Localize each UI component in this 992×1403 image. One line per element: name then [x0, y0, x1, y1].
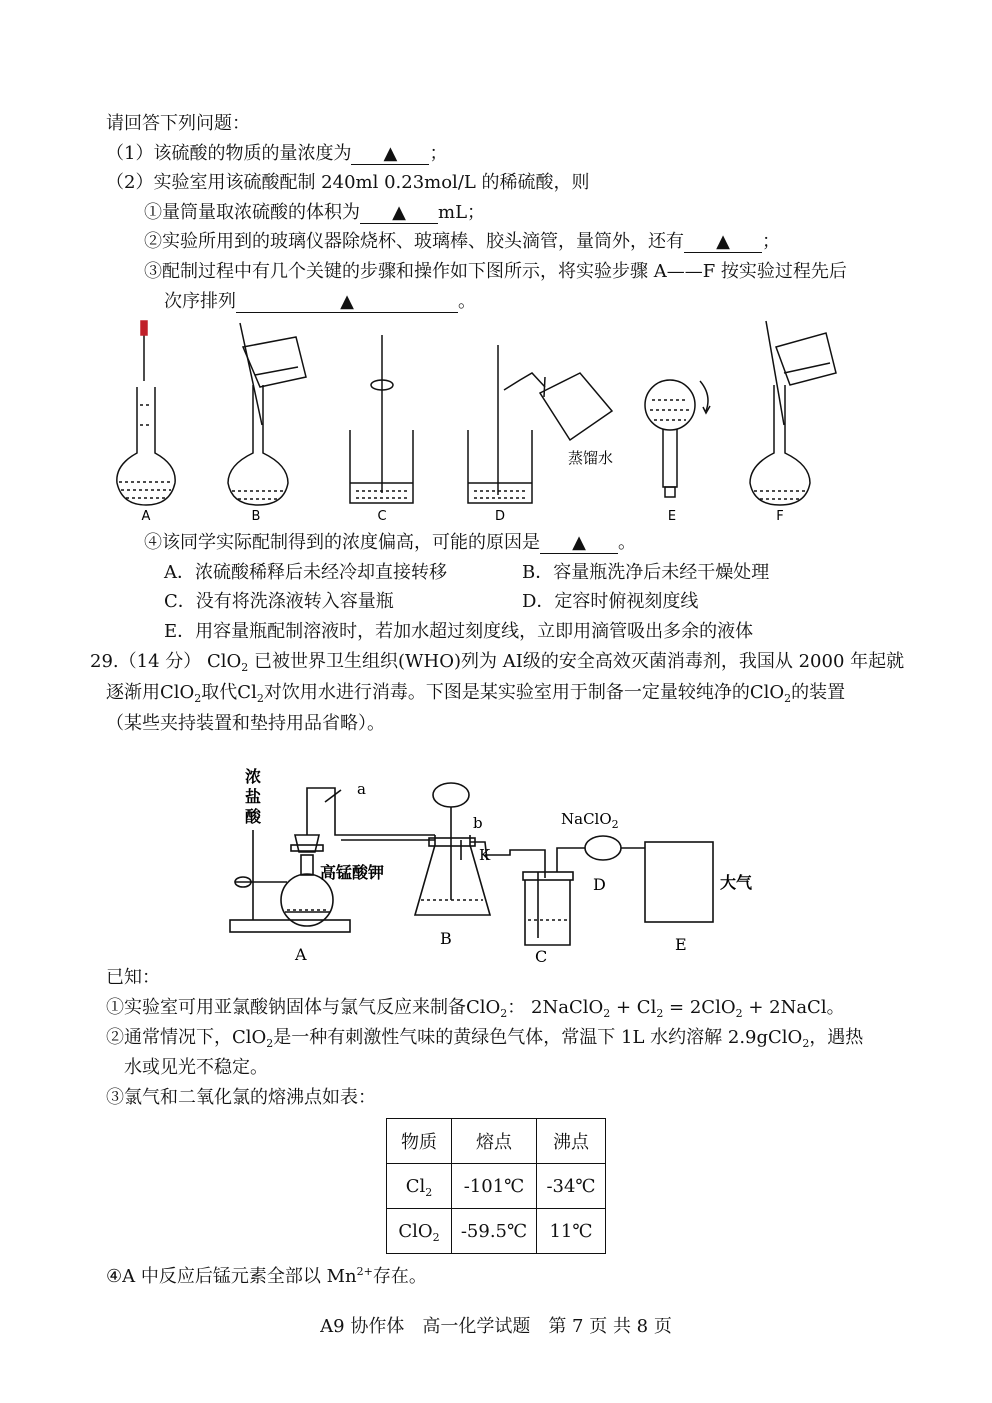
melting-boiling-table [386, 1118, 606, 1254]
table-row [387, 1164, 606, 1209]
q2-s4-answer-blank[interactable] [540, 533, 618, 554]
option-c[interactable]: C．没有将洗涤液转入容量瓶 [164, 591, 394, 612]
q29-line3: （某些夹持装置和垫持用品省略）。 [106, 713, 385, 734]
known-2: ②通常情况下，ClO$_2$是一种有刺激性气味的黄绿色气体，常温下 1L 水约溶解 2.9gClO$_2$，遇热 [106, 1027, 864, 1050]
apparatus-d [585, 836, 645, 860]
apparatus-label-d: D [593, 875, 606, 894]
step-label-c: C [377, 509, 387, 524]
q1-prefix: （1）该硫酸的物质的量浓度为 [106, 143, 352, 164]
intro-line: 请回答下列问题： [106, 113, 250, 134]
table-row [387, 1209, 606, 1254]
step-d-beaker-wash-bottle [468, 345, 612, 503]
q2-s1-line [144, 201, 485, 225]
known-4: ④A 中反应后锰元素全部以 $Mn^{2+}$存在。 [106, 1265, 427, 1287]
acid-label-3: 酸 [245, 807, 262, 826]
triangle-mark-icon: ▲ [392, 202, 406, 223]
clo2-apparatus-figure [225, 760, 765, 970]
table-cell-boiling: -34℃ [537, 1164, 606, 1209]
table-header-row [387, 1119, 606, 1164]
q2-s4-suffix: 。 [618, 532, 636, 553]
apparatus-label-a: A [295, 945, 307, 964]
step-e-flask-inverting [645, 380, 710, 497]
apparatus-label-c: C [535, 947, 548, 966]
option-e[interactable]: E．用容量瓶配制溶液时，若加水超过刻度线，立即用滴管吸出多余的液体 [164, 621, 754, 642]
q2-s3-prefix: 次序排列 [164, 291, 236, 312]
known-1: ①实验室可用亚氯酸钠固体与氯气反应来制备ClO$_2$： 2NaClO$_2$ + $Cl_2 = 2ClO_2$ + 2NaCl。 [106, 997, 845, 1020]
funnel-label-b: b [473, 814, 483, 832]
q29-line1: 29.（14 分） ClO$_2$ 已被世界卫生组织(WHO)列为 AI级的安全高效灭菌消毒剂，我国从 2000 年起就 [90, 651, 905, 674]
table-cell-substance: ClO$_2$ [387, 1209, 452, 1254]
table-cell-melting: -59.5℃ [452, 1209, 537, 1254]
q2-s2-line [144, 230, 780, 254]
apparatus-c [523, 860, 573, 945]
known-3: ③氯气和二氧化氯的熔沸点如表： [106, 1087, 376, 1108]
option-a[interactable]: A．浓硫酸稀释后未经冷却直接转移 [164, 562, 447, 583]
step-b-flask-pouring [228, 323, 306, 505]
valve-label-k: K [479, 846, 491, 864]
solution-steps-figure [100, 315, 860, 530]
step-c-beaker-stirring [350, 335, 413, 503]
q1-line [106, 142, 447, 166]
triangle-mark-icon: ▲ [572, 532, 586, 553]
q2-s3-answer-blank[interactable] [236, 292, 458, 313]
apparatus-label-b: B [440, 929, 452, 948]
q29-line2: 逐渐用ClO$_2$取代$Cl_2$对饮用水进行消毒。下图是某实验室用于制备一定量较纯净的ClO$_2$的装置 [106, 682, 846, 705]
table-cell-substance: $Cl_2$ [387, 1164, 452, 1209]
acid-label-2: 盐 [245, 787, 262, 806]
table-header: 沸点 [537, 1119, 606, 1164]
known-title: 已知： [106, 967, 160, 988]
apparatus-label-e: E [675, 935, 687, 954]
step-f-flask-pouring [750, 321, 836, 505]
q2-s1-prefix: ①量筒量取浓硫酸的体积为 [144, 202, 360, 223]
q2-s2-answer-blank[interactable] [684, 232, 762, 253]
q1-suffix: ； [429, 143, 448, 164]
step-a-flask-dropper [117, 321, 175, 505]
known-2-line2: 水或见光不稳定。 [124, 1057, 268, 1078]
step-label-e: E [667, 509, 677, 524]
tube-label-a: a [357, 780, 366, 798]
q2-stem: （2）实验室用该硫酸配制 240ml 0.23mol/L 的稀硫酸，则 [106, 172, 590, 193]
triangle-mark-icon: ▲ [383, 143, 398, 164]
distilled-water-label: 蒸馏水 [568, 449, 614, 467]
table-header: 物质 [387, 1119, 452, 1164]
step-label-b: B [251, 509, 261, 524]
naclo2-label: NaClO$_2$ [561, 810, 619, 831]
q2-s4-line [144, 531, 636, 555]
table-cell-melting: -101℃ [452, 1164, 537, 1209]
option-d[interactable]: D．定容时俯视刻度线 [522, 591, 699, 612]
q2-s4-prefix: ④该同学实际配制得到的浓度偏高，可能的原因是 [144, 532, 540, 553]
table-cell-boiling: 11℃ [537, 1209, 606, 1254]
apparatus-e [645, 842, 713, 922]
q2-s1-answer-blank[interactable] [360, 203, 438, 224]
q2-s3-line2 [164, 290, 476, 314]
triangle-mark-icon: ▲ [716, 231, 730, 252]
q1-answer-blank[interactable] [351, 144, 429, 165]
acid-label-1: 浓 [245, 767, 262, 786]
q2-s3-line1: ③配制过程中有几个关键的步骤和操作如下图所示，将实验步骤 A——F 按实验过程先后 [144, 261, 847, 282]
triangle-mark-icon: ▲ [340, 291, 354, 312]
q29-number: 29.（14 分） [90, 651, 202, 672]
q2-s2-suffix: ； [762, 231, 780, 252]
reaction-equation: 2NaClO$_2$ + $Cl_2 = 2ClO_2$ + 2NaCl。 [531, 997, 845, 1020]
air-label: 大气 [720, 873, 753, 892]
kmno4-label: 高锰酸钾 [320, 863, 385, 882]
table-header: 熔点 [452, 1119, 537, 1164]
q2-s1-suffix: mL； [438, 202, 486, 223]
page-footer: A9 协作体 高一化学试题 第 7 页 共 8 页 [320, 1316, 672, 1337]
step-label-a: A [141, 509, 151, 524]
step-label-f: F [776, 509, 784, 524]
q2-s3-suffix: 。 [458, 291, 476, 312]
step-label-d: D [494, 509, 506, 524]
option-b[interactable]: B．容量瓶洗净后未经干燥处理 [522, 562, 770, 583]
q2-s2-prefix: ②实验所用到的玻璃仪器除烧杯、玻璃棒、胶头滴管，量筒外，还有 [144, 231, 684, 252]
